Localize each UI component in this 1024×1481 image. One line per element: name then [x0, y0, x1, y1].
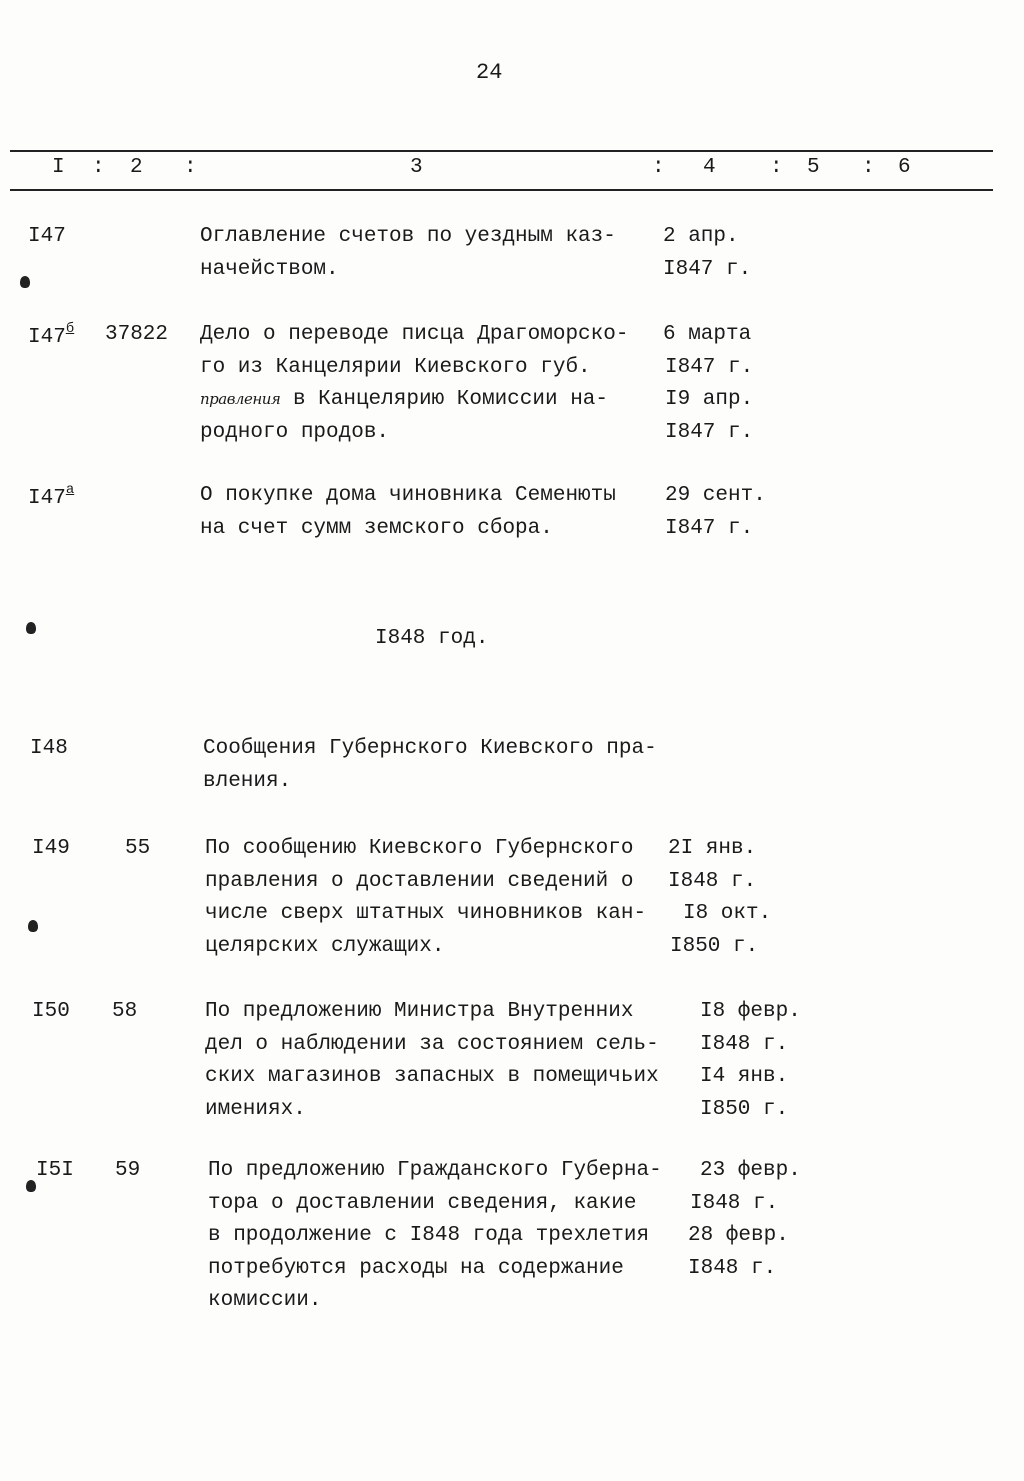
entry-number-text: I47 [28, 487, 66, 510]
ink-blot [26, 622, 36, 634]
entry-title-line [200, 258, 339, 281]
entry-number-text: I50 [32, 1000, 70, 1023]
entry-code: 55 [125, 837, 151, 860]
entry-number [30, 737, 68, 760]
entry-title-line [205, 902, 646, 925]
entry-letter: б [65, 321, 75, 337]
entry-date: I8 февр. [700, 1000, 801, 1023]
table-top-rule [10, 150, 993, 152]
entry-date: I848 г. [700, 1032, 789, 1056]
header-column: 5 [807, 156, 820, 179]
header-column: 2 [130, 156, 143, 179]
entry-title-line [203, 770, 291, 793]
entry-title-text: Дело о переводе писца Драгоморско- [200, 323, 629, 346]
ink-blot [28, 920, 38, 932]
header-column: 3 [410, 156, 423, 179]
entry-date: I4 янв. [700, 1065, 789, 1088]
year-heading: I848 год. [375, 627, 489, 650]
entry-number [36, 1159, 74, 1182]
entry-title-text: го из Канцелярии Киевского губ. [200, 355, 591, 379]
entry-title-line [200, 388, 608, 411]
entry-title-line [200, 421, 389, 444]
entry-title-text: начейством. [200, 257, 339, 281]
entry-title-text: По предложению Министра Внутренних [205, 1000, 634, 1023]
entry-date: I847 г. [665, 516, 754, 540]
entry-date: I8 окт. [683, 902, 772, 925]
entry-date: 6 марта [663, 323, 752, 346]
entry-title-line [200, 225, 616, 248]
entry-date: I847 г. [665, 420, 754, 444]
entry-date: I848 г. [668, 869, 757, 893]
entry-number-text: I48 [30, 737, 68, 760]
entry-number-text: I47 [28, 326, 66, 349]
entry-title-text: на счет сумм земского сбора. [200, 516, 553, 540]
entry-title-text: дел о наблюдении за состоянием сель- [205, 1032, 659, 1056]
entry-number [32, 1000, 70, 1023]
entry-date: I847 г. [665, 355, 754, 379]
header-column: 4 [703, 156, 716, 179]
entry-title-text: вления. [203, 769, 292, 793]
entry-title-line [205, 1033, 659, 1056]
entry-letter: а [65, 482, 75, 498]
entry-title-line [205, 1000, 633, 1023]
entry-date: 2I янв. [668, 837, 757, 860]
entry-title-line [205, 935, 444, 958]
page-number: 24 [476, 60, 503, 85]
entry-date: I848 г. [690, 1191, 779, 1215]
entry-date: I847 г. [663, 257, 752, 281]
ink-blot [26, 1180, 36, 1192]
header-column: : [184, 156, 197, 179]
entry-date: I850 г. [700, 1097, 789, 1121]
entry-title-text: Оглавление счетов по уездным каз- [200, 225, 616, 248]
entry-title-text: имениях. [205, 1097, 306, 1121]
entry-title-line [203, 737, 657, 760]
entry-title-line [208, 1159, 662, 1182]
entry-number-text: I5I [36, 1159, 74, 1182]
entry-title-text: Сообщения Губернского Киевского пра- [203, 737, 657, 760]
entry-title-text: О покупке дома чиновника Семенюты [200, 484, 616, 507]
header-column: : [92, 156, 105, 179]
entry-code: 37822 [105, 323, 169, 346]
header-column: 6 [898, 156, 911, 179]
entry-title-line [205, 1098, 306, 1121]
entry-code: 59 [115, 1159, 141, 1182]
entry-date: 29 сент. [665, 484, 766, 507]
handwritten-insert: правления [200, 390, 281, 408]
entry-title-line [205, 1065, 659, 1088]
entry-number [32, 837, 70, 860]
entry-date: 23 февр. [700, 1159, 801, 1182]
entry-date: 2 апр. [663, 225, 739, 248]
entry-title-text: тора о доставлении сведения, какие [208, 1191, 637, 1215]
entry-title-text: ских магазинов запасных в помещичьих [205, 1065, 659, 1088]
entry-title-text: потребуются расходы на содержание [208, 1256, 624, 1280]
header-column: I [52, 156, 65, 179]
entry-title-text: По предложению Гражданского Губерна- [208, 1159, 662, 1182]
entry-title-text: комиссии. [208, 1289, 322, 1312]
entry-title-text: По сообщению Киевского Губернского [205, 837, 634, 860]
entry-date: I850 г. [670, 934, 759, 958]
entry-title-line [205, 837, 633, 860]
ink-blot [20, 276, 30, 288]
entry-title-text: в продолжение с I848 года трехлетия [208, 1224, 650, 1247]
entry-date: 28 февр. [688, 1224, 789, 1247]
entry-number [28, 323, 74, 349]
entry-title-line [208, 1224, 649, 1247]
entry-title-line [200, 484, 616, 507]
table-header-rule [10, 189, 993, 191]
entry-code: 58 [112, 1000, 138, 1023]
entry-title-line [200, 517, 553, 540]
entry-number-text: I49 [32, 837, 70, 860]
entry-number-text: I47 [28, 225, 66, 248]
entry-number [28, 225, 66, 248]
entry-title-text: целярских служащих. [205, 934, 445, 958]
entry-title-text: числе сверх штатных чиновников кан- [205, 902, 647, 925]
entry-title-line [200, 323, 628, 346]
entry-title-text: родного продов. [200, 420, 390, 444]
entry-date: I9 апр. [665, 388, 754, 411]
entry-title-line [200, 356, 591, 379]
header-column: : [862, 156, 875, 179]
entry-number [28, 484, 74, 510]
header-column: : [770, 156, 783, 179]
entry-date: I848 г. [688, 1256, 777, 1280]
entry-title-text: правления о доставлении сведений о [205, 869, 634, 893]
entry-title-line [208, 1192, 636, 1215]
entry-title-line [208, 1289, 321, 1312]
entry-title-line [208, 1257, 624, 1280]
entry-title-line [205, 870, 633, 893]
entry-title-text: в Канцелярию Комиссии на- [280, 388, 608, 411]
header-column: : [652, 156, 665, 179]
